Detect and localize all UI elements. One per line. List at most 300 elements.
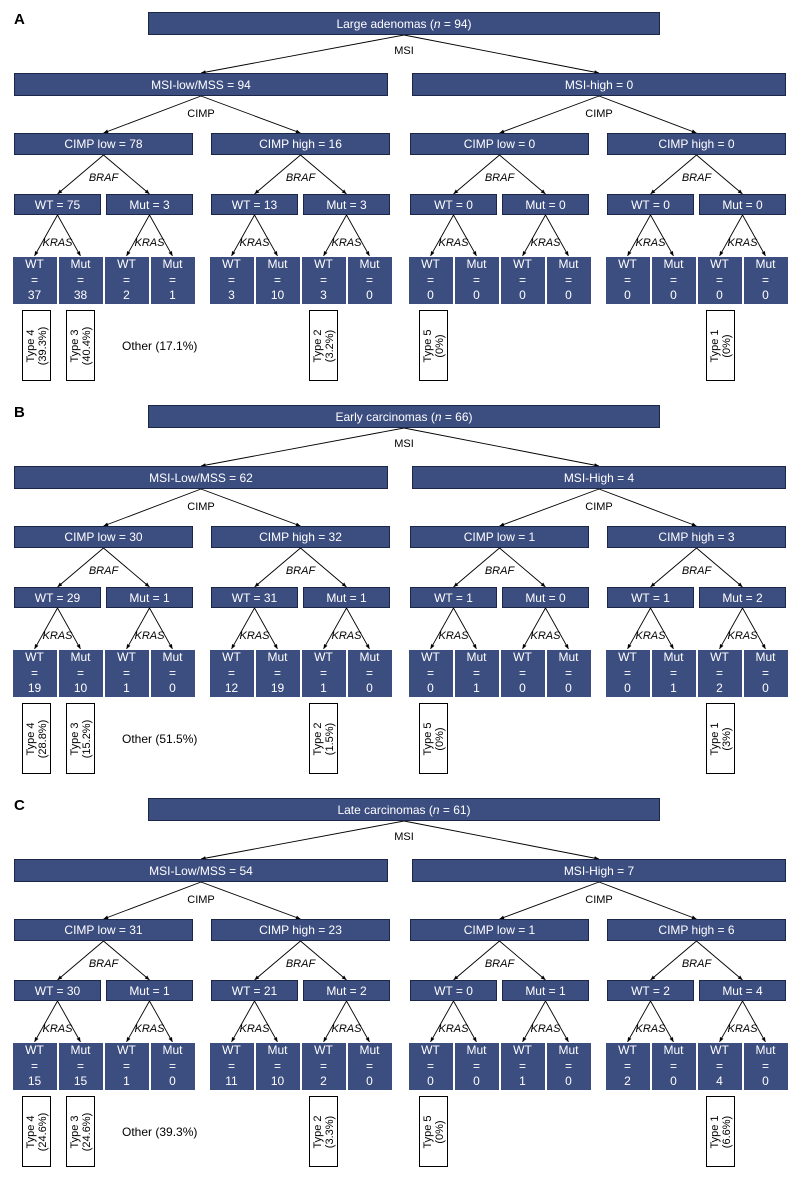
braf-node: Mut = 0 [502, 194, 589, 215]
subtype-label: Type 5 (0%) [421, 721, 446, 756]
kras-arrow [232, 1001, 255, 1042]
root-label-prefix: Large adenomas ( [336, 16, 434, 31]
root-label-suffix: = 66) [441, 409, 473, 424]
cimp-node: CIMP low = 31 [14, 919, 193, 941]
kras-arrow [523, 1001, 546, 1042]
braf-node: Mut = 3 [303, 194, 390, 215]
kras-leaf-node [605, 1042, 651, 1091]
kras-arrow [232, 215, 255, 256]
leaf-equals: = [472, 665, 480, 680]
subtype-label: Type 3 (24.6%) [68, 1112, 93, 1151]
subtype-box [309, 310, 338, 381]
leaf-count: 3 [228, 288, 235, 302]
cimp-node: CIMP high = 16 [211, 133, 390, 155]
braf-node: WT = 1 [607, 587, 694, 608]
leaf-equals: = [30, 1058, 38, 1073]
leaf-name: Mut [267, 1043, 288, 1057]
leaf-name: WT [117, 1043, 136, 1057]
kras-arrow [324, 215, 347, 256]
kras-split-label: KRAS [530, 630, 561, 642]
cimp-node: CIMP high = 23 [211, 919, 390, 941]
leaf-name: Mut [558, 257, 579, 271]
kras-arrow [454, 215, 477, 256]
leaf-name: WT [710, 1043, 729, 1057]
kras-split-label: KRAS [331, 630, 362, 642]
kras-leaf-node [454, 256, 500, 305]
leaf-count: 2 [320, 1074, 327, 1088]
kras-leaf-node [651, 256, 697, 305]
kras-arrow [35, 608, 58, 649]
braf-split-label: BRAF [484, 172, 515, 184]
leaf-name: WT [618, 650, 637, 664]
kras-split-label: KRAS [438, 630, 469, 642]
leaf-name: WT [710, 257, 729, 271]
leaf-count: 0 [762, 1074, 769, 1088]
braf-split-label: BRAF [285, 172, 316, 184]
kras-leaf-node [546, 256, 592, 305]
subtype-box [22, 703, 51, 774]
subtype-label: Type 3 (15.2%) [68, 719, 93, 758]
braf-split-label: BRAF [484, 958, 515, 970]
leaf-name: Mut [558, 650, 579, 664]
leaf-equals: = [365, 665, 373, 680]
kras-arrow [58, 608, 81, 649]
braf-node: Mut = 1 [303, 587, 390, 608]
leaf-equals: = [623, 665, 631, 680]
leaf-count: 1 [123, 1074, 130, 1088]
kras-arrow [255, 608, 278, 649]
kras-leaf-node [697, 256, 743, 305]
leaf-count: 0 [565, 288, 572, 302]
leaf-equals: = [623, 1058, 631, 1073]
subtype-box [22, 1096, 51, 1167]
msi-node: MSI-Low/MSS = 54 [14, 859, 388, 882]
leaf-name: Mut [70, 650, 91, 664]
leaf-equals: = [227, 272, 235, 287]
kras-arrow [232, 608, 255, 649]
leaf-name: Mut [359, 257, 380, 271]
leaf-count: 0 [565, 1074, 572, 1088]
leaf-count: 0 [427, 1074, 434, 1088]
leaf-count: 1 [670, 681, 677, 695]
leaf-name: Mut [70, 257, 91, 271]
kras-leaf-node [546, 649, 592, 698]
leaf-equals: = [168, 272, 176, 287]
leaf-equals: = [319, 272, 327, 287]
braf-node: Mut = 4 [699, 980, 786, 1001]
subtype-label: Type 3 (40.4%) [68, 326, 93, 365]
kras-split-label: KRAS [134, 237, 165, 249]
kras-arrow [523, 608, 546, 649]
leaf-count: 15 [73, 1074, 88, 1088]
msi-split-label: MSI [394, 45, 414, 57]
braf-split-label: BRAF [285, 565, 316, 577]
kras-arrow [58, 215, 81, 256]
kras-leaf-node [743, 649, 789, 698]
braf-node: Mut = 2 [699, 587, 786, 608]
leaf-name: WT [421, 650, 440, 664]
leaf-equals: = [426, 1058, 434, 1073]
panel-letter: C [14, 797, 25, 814]
kras-leaf-node [58, 256, 104, 305]
kras-split-label: KRAS [727, 237, 758, 249]
leaf-count: 1 [320, 681, 327, 695]
leaf-name: Mut [755, 257, 776, 271]
kras-leaf-node [255, 256, 301, 305]
leaf-count: 38 [73, 288, 88, 302]
leaf-name: Mut [663, 650, 684, 664]
kras-leaf-node [12, 1042, 58, 1091]
braf-node: WT = 29 [14, 587, 101, 608]
root-n-symbol: n [434, 409, 442, 424]
leaf-equals: = [761, 272, 769, 287]
leaf-equals: = [518, 665, 526, 680]
leaf-count: 4 [716, 1074, 723, 1088]
kras-leaf-node [651, 649, 697, 698]
kras-arrow [546, 608, 569, 649]
leaf-equals: = [273, 665, 281, 680]
kras-split-label: KRAS [239, 1023, 270, 1035]
leaf-name: WT [25, 650, 44, 664]
kras-leaf-node [104, 256, 150, 305]
kras-arrow [324, 1001, 347, 1042]
subtype-box [66, 1096, 95, 1167]
leaf-equals: = [227, 1058, 235, 1073]
leaf-name: WT [314, 257, 333, 271]
braf-split-label: BRAF [681, 172, 712, 184]
leaf-count: 19 [27, 681, 42, 695]
cimp-node: CIMP low = 1 [410, 919, 589, 941]
braf-node: Mut = 0 [699, 194, 786, 215]
leaf-equals: = [122, 665, 130, 680]
leaf-equals: = [761, 1058, 769, 1073]
leaf-count: 12 [224, 681, 239, 695]
subtype-label: Type 5 (0%) [421, 328, 446, 363]
cimp-node: CIMP high = 0 [607, 133, 786, 155]
leaf-equals: = [761, 665, 769, 680]
braf-split-label: BRAF [88, 958, 119, 970]
braf-split-label: BRAF [88, 172, 119, 184]
kras-leaf-node [347, 1042, 393, 1091]
leaf-equals: = [122, 272, 130, 287]
kras-split-label: KRAS [134, 1023, 165, 1035]
subtype-box [419, 310, 448, 381]
kras-leaf-node [58, 649, 104, 698]
braf-node: Mut = 1 [106, 980, 193, 1001]
leaf-count: 0 [473, 1074, 480, 1088]
leaf-name: Mut [466, 1043, 487, 1057]
root-node [148, 798, 660, 821]
kras-leaf-node [150, 256, 196, 305]
leaf-name: WT [513, 650, 532, 664]
kras-arrow [431, 1001, 454, 1042]
braf-node: WT = 0 [410, 980, 497, 1001]
leaf-name: Mut [162, 1043, 183, 1057]
subtype-box [309, 703, 338, 774]
kras-arrow [720, 1001, 743, 1042]
kras-arrow [628, 215, 651, 256]
kras-split-label: KRAS [438, 1023, 469, 1035]
leaf-count: 0 [670, 1074, 677, 1088]
cimp-split-label: CIMP [585, 501, 613, 513]
kras-arrow [347, 608, 370, 649]
cimp-node: CIMP low = 78 [14, 133, 193, 155]
braf-node: WT = 31 [211, 587, 298, 608]
cimp-node: CIMP low = 0 [410, 133, 589, 155]
kras-arrow [651, 1001, 674, 1042]
other-label: Other (51.5%) [122, 732, 198, 746]
braf-node: Mut = 1 [502, 980, 589, 1001]
leaf-count: 0 [716, 288, 723, 302]
leaf-name: WT [513, 1043, 532, 1057]
kras-arrow [431, 215, 454, 256]
root-label-prefix: Early carcinomas ( [335, 409, 435, 424]
subtype-box [706, 310, 735, 381]
leaf-count: 1 [123, 681, 130, 695]
leaf-name: Mut [162, 650, 183, 664]
leaf-count: 10 [270, 288, 285, 302]
kras-split-label: KRAS [727, 1023, 758, 1035]
leaf-name: WT [222, 1043, 241, 1057]
kras-leaf-node [150, 649, 196, 698]
braf-node: Mut = 3 [106, 194, 193, 215]
braf-node: WT = 21 [211, 980, 298, 1001]
kras-arrow [743, 608, 766, 649]
kras-arrow [150, 608, 173, 649]
leaf-name: Mut [663, 257, 684, 271]
leaf-count: 2 [123, 288, 130, 302]
leaf-equals: = [472, 272, 480, 287]
kras-split-label: KRAS [331, 237, 362, 249]
kras-leaf-node [500, 1042, 546, 1091]
subtype-box [706, 1096, 735, 1167]
leaf-equals: = [426, 665, 434, 680]
kras-leaf-node [408, 1042, 454, 1091]
kras-leaf-node [301, 649, 347, 698]
kras-leaf-node [301, 1042, 347, 1091]
leaf-name: WT [710, 650, 729, 664]
kras-arrow [127, 1001, 150, 1042]
braf-node: Mut = 0 [502, 587, 589, 608]
cimp-split-label: CIMP [187, 108, 215, 120]
subtype-label: Type 5 (0%) [421, 1114, 446, 1149]
kras-arrow [255, 215, 278, 256]
braf-node: WT = 75 [14, 194, 101, 215]
cimp-node: CIMP high = 6 [607, 919, 786, 941]
kras-leaf-node [347, 649, 393, 698]
leaf-equals: = [319, 1058, 327, 1073]
kras-leaf-node [209, 256, 255, 305]
leaf-name: Mut [663, 1043, 684, 1057]
root-n-symbol: n [433, 16, 441, 31]
kras-arrow [58, 1001, 81, 1042]
leaf-equals: = [426, 272, 434, 287]
leaf-equals: = [669, 1058, 677, 1073]
cimp-node: CIMP low = 30 [14, 526, 193, 548]
kras-arrow [523, 215, 546, 256]
kras-leaf-node [12, 256, 58, 305]
leaf-name: Mut [162, 257, 183, 271]
leaf-count: 1 [473, 681, 480, 695]
kras-arrow [324, 608, 347, 649]
cimp-node: CIMP low = 1 [410, 526, 589, 548]
braf-split-label: BRAF [285, 958, 316, 970]
leaf-equals: = [122, 1058, 130, 1073]
kras-arrow [127, 608, 150, 649]
leaf-name: WT [618, 1043, 637, 1057]
kras-split-label: KRAS [239, 630, 270, 642]
kras-leaf-node [209, 649, 255, 698]
leaf-count: 0 [473, 288, 480, 302]
leaf-count: 2 [624, 1074, 631, 1088]
kras-arrow [720, 608, 743, 649]
leaf-name: Mut [558, 1043, 579, 1057]
msi-node: MSI-high = 0 [412, 73, 786, 96]
leaf-equals: = [715, 272, 723, 287]
kras-leaf-node [58, 1042, 104, 1091]
leaf-equals: = [227, 665, 235, 680]
leaf-count: 0 [762, 288, 769, 302]
braf-node: Mut = 2 [303, 980, 390, 1001]
leaf-name: WT [421, 1043, 440, 1057]
leaf-equals: = [30, 272, 38, 287]
leaf-equals: = [518, 1058, 526, 1073]
kras-split-label: KRAS [134, 630, 165, 642]
leaf-name: Mut [359, 650, 380, 664]
leaf-name: Mut [70, 1043, 91, 1057]
kras-leaf-node [12, 649, 58, 698]
kras-split-label: KRAS [438, 237, 469, 249]
leaf-equals: = [669, 272, 677, 287]
kras-leaf-node [408, 649, 454, 698]
kras-arrow [347, 215, 370, 256]
leaf-name: WT [25, 257, 44, 271]
braf-split-label: BRAF [484, 565, 515, 577]
kras-arrow [651, 215, 674, 256]
leaf-count: 0 [624, 288, 631, 302]
kras-split-label: KRAS [530, 1023, 561, 1035]
other-label: Other (17.1%) [122, 339, 198, 353]
leaf-count: 37 [27, 288, 42, 302]
kras-split-label: KRAS [530, 237, 561, 249]
kras-leaf-node [150, 1042, 196, 1091]
kras-leaf-node [743, 1042, 789, 1091]
kras-arrow [347, 1001, 370, 1042]
leaf-name: WT [222, 650, 241, 664]
msi-node: MSI-Low/MSS = 62 [14, 466, 388, 489]
leaf-count: 0 [366, 288, 373, 302]
kras-leaf-node [104, 1042, 150, 1091]
leaf-name: WT [421, 257, 440, 271]
leaf-count: 0 [762, 681, 769, 695]
kras-leaf-node [255, 649, 301, 698]
kras-leaf-node [651, 1042, 697, 1091]
msi-split-label: MSI [394, 831, 414, 843]
leaf-equals: = [168, 1058, 176, 1073]
leaf-count: 0 [427, 681, 434, 695]
leaf-name: Mut [466, 257, 487, 271]
kras-arrow [35, 1001, 58, 1042]
root-node [148, 12, 660, 35]
subtype-label: Type 2 (1.5%) [311, 721, 336, 756]
subtype-label: Type 2 (3.3%) [311, 1114, 336, 1149]
leaf-name: Mut [267, 650, 288, 664]
kras-leaf-node [347, 256, 393, 305]
kras-arrow [546, 1001, 569, 1042]
leaf-count: 19 [270, 681, 285, 695]
subtype-box [419, 1096, 448, 1167]
kras-arrow [454, 1001, 477, 1042]
kras-arrow [743, 215, 766, 256]
leaf-count: 11 [225, 1074, 238, 1088]
leaf-name: Mut [359, 1043, 380, 1057]
leaf-equals: = [76, 665, 84, 680]
msi-node: MSI-High = 7 [412, 859, 786, 882]
kras-arrow [255, 1001, 278, 1042]
leaf-equals: = [715, 665, 723, 680]
root-label-prefix: Late carcinomas ( [337, 802, 433, 817]
kras-arrow [628, 1001, 651, 1042]
kras-split-label: KRAS [727, 630, 758, 642]
kras-arrow [150, 215, 173, 256]
panel-letter: A [14, 11, 25, 28]
leaf-equals: = [76, 1058, 84, 1073]
kras-leaf-node [500, 256, 546, 305]
subtype-label: Type 1 (3%) [708, 721, 733, 756]
subtype-label: Type 1 (0%) [708, 328, 733, 363]
leaf-equals: = [472, 1058, 480, 1073]
leaf-name: WT [314, 650, 333, 664]
leaf-count: 0 [366, 681, 373, 695]
kras-split-label: KRAS [239, 237, 270, 249]
msi-node: MSI-low/MSS = 94 [14, 73, 388, 96]
leaf-equals: = [168, 665, 176, 680]
kras-arrow [720, 215, 743, 256]
braf-node: WT = 0 [607, 194, 694, 215]
leaf-name: Mut [466, 650, 487, 664]
leaf-count: 0 [519, 288, 526, 302]
kras-leaf-node [104, 649, 150, 698]
subtype-label: Type 4 (28.8%) [24, 719, 49, 758]
subtype-box [66, 310, 95, 381]
cimp-split-label: CIMP [585, 894, 613, 906]
kras-arrow [127, 215, 150, 256]
kras-split-label: KRAS [42, 237, 73, 249]
kras-leaf-node [546, 1042, 592, 1091]
panel-letter: B [14, 404, 25, 421]
kras-arrow [546, 215, 569, 256]
kras-leaf-node [408, 256, 454, 305]
kras-arrow [431, 608, 454, 649]
leaf-name: Mut [755, 1043, 776, 1057]
kras-leaf-node [697, 649, 743, 698]
leaf-count: 0 [169, 1074, 176, 1088]
cimp-split-label: CIMP [187, 501, 215, 513]
leaf-equals: = [715, 1058, 723, 1073]
leaf-name: WT [117, 257, 136, 271]
leaf-name: Mut [267, 257, 288, 271]
braf-node: WT = 0 [410, 194, 497, 215]
leaf-equals: = [623, 272, 631, 287]
leaf-count: 0 [565, 681, 572, 695]
cimp-node: CIMP high = 32 [211, 526, 390, 548]
kras-leaf-node [454, 649, 500, 698]
leaf-count: 3 [320, 288, 327, 302]
leaf-count: 0 [169, 681, 176, 695]
leaf-equals: = [365, 1058, 373, 1073]
cimp-split-label: CIMP [187, 894, 215, 906]
leaf-equals: = [564, 665, 572, 680]
